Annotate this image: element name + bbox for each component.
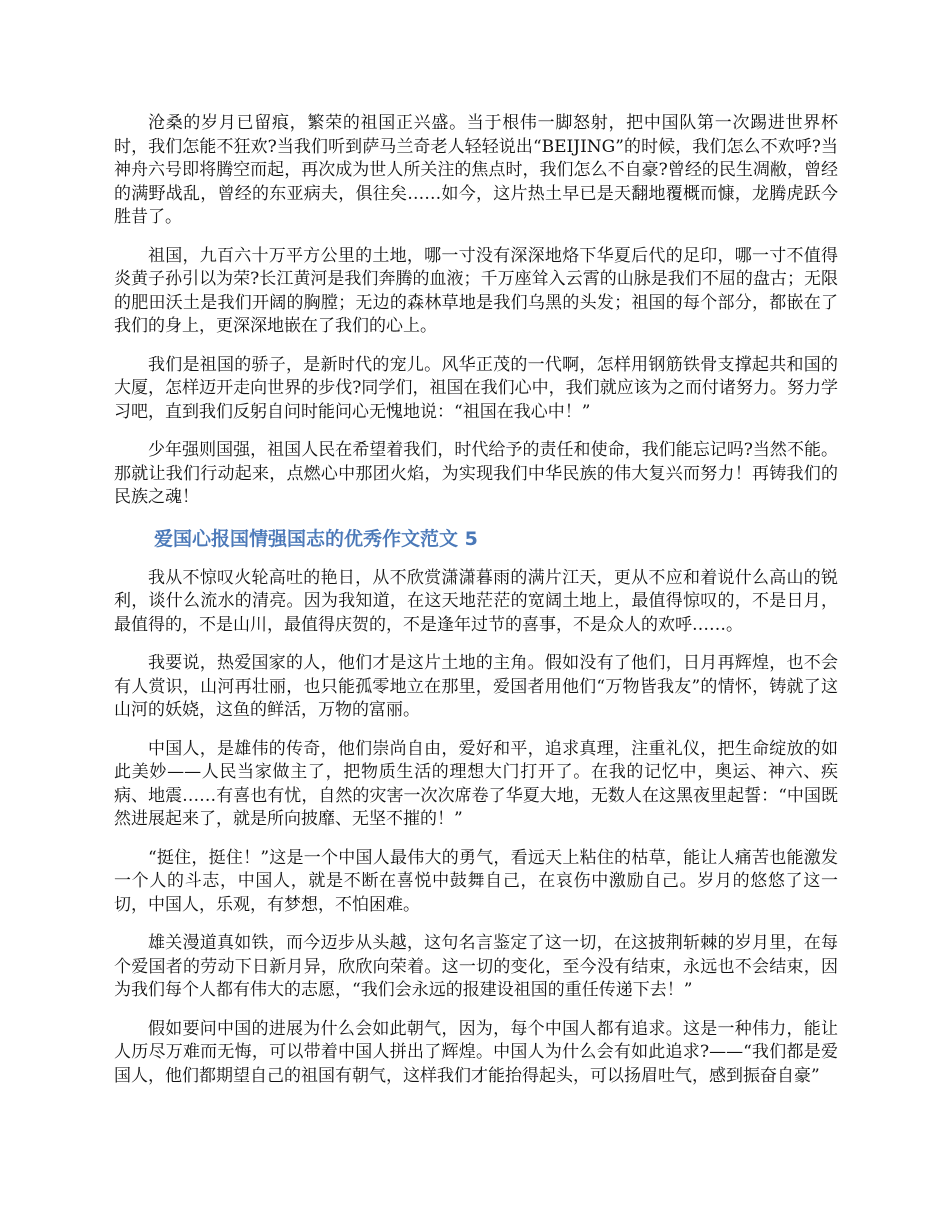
paragraph-5: 我从不惊叹火轮高吐的艳日，从不欣赏潇潇暮雨的满片江天，更从不应和着说什么高山的锐利，谈什么流水的清亮。因为我知道，在这天地茫茫的宽阔土地上，最值得惊叹的，不是日月，最值得的，不是山川，最值得庆贺的，不是逢年过节的喜事，不是众人的欢呼……。	[114, 567, 838, 635]
paragraph-6: 我要说，热爱国家的人，他们才是这片土地的主角。假如没有了他们，日月再辉煌，也不会有人赏识，山河再壮丽，也只能孤零地立在那里，爱国者用他们“万物皆我友”的情怀，铸就了这山河的妖娆，这鱼的鲜活，万物的富丽。	[114, 653, 838, 720]
paragraph-8: “挺住，挺住！”这是一个中国人最伟大的勇气，看远天上粘住的枯草，能让人痛苦也能激发一个人的斗志，中国人，就是不断在喜悦中鼓舞自己，在哀伤中激励自己。岁月的悠悠了这一切，中国人，乐观，有梦想，不怕困难。	[114, 847, 838, 915]
paragraph-4: 少年强则国强，祖国人民在希望着我们，时代给予的责任和使命，我们能忘记吗?当然不能。那就让我们行动起来，点燃心中那团火焰，为实现我们中华民族的伟大复兴而努力！再铸我们的民族之魂！	[114, 440, 838, 507]
paragraph-9: 雄关漫道真如铁，而今迈步从头越，这句名言鉴定了这一切，在这披荆斩棘的岁月里，在每个爱国者的劳动下日新月异，欣欣向荣着。这一切的变化，至今没有结束，永远也不会结束，因为我们每个人都有伟大的志愿，“我们会永远的报建设祖国的重任传递下去！”	[114, 933, 838, 1000]
section-heading: 爱国心报国情强国志的优秀作文范文 5	[154, 527, 478, 550]
paragraph-1: 沧桑的岁月已留痕，繁荣的祖国正兴盛。当于根伟一脚怒射，把中国队第一次踢进世界杯时，我们怎能不狂欢?当我们听到萨马兰奇老人轻轻说出“BEIJING”的时候，我们怎么不欢呼?当神舟六号即将腾空而起，再次成为世人所关注的焦点时，我们怎么不自豪?曾经的民生凋敝，曾经的满野战乱，曾经的东亚病夫，俱往矣……如今，这片热土早已是天翻地覆概而慷，龙腾虎跃今胜昔了。	[114, 113, 838, 227]
paragraph-3: 我们是祖国的骄子，是新时代的宠儿。风华正茂的一代啊，怎样用钢筋铁骨支撑起共和国的大厦，怎样迈开走向世界的步伐?同学们，祖国在我们心中，我们就应该为之而付诸努力。努力学习吧，直到我们反躬自问时能问心无愧地说：“祖国在我心中！”	[114, 354, 838, 422]
document-page	[114, 112, 838, 1103]
paragraph-7: 中国人，是雄伟的传奇，他们崇尚自由，爱好和平，追求真理，注重礼仪，把生命绽放的如此美妙——人民当家做主了，把物质生活的理想大门打开了。在我的记忆中，奥运、神六、疾病、地震……有喜也有忧，自然的灾害一次次席卷了华夏大地，无数人在这黑夜里起誓：“中国既然进展起来了，就是所向披靡、无坚不摧的！”	[114, 738, 838, 829]
paragraph-10: 假如要问中国的进展为什么会如此朝气，因为，每个中国人都有追求。这是一种伟力，能让人历尽万难而无悔，可以带着中国人拼出了辉煌。中国人为什么会有如此追求?——“我们都是爱国人，他们都期望自己的祖国有朝气，这样我们才能抬得起头，可以扬眉吐气，感到振奋自豪”	[114, 1018, 838, 1086]
paragraph-2: 祖国，九百六十万平方公里的土地，哪一寸没有深深地烙下华夏后代的足印，哪一寸不值得炎黄子孙引以为荣?长江黄河是我们奔腾的血液；千万座耸入云霄的山脉是我们不屈的盘古；无限的肥田沃土是我们开阔的胸膛；无边的森林草地是我们乌黑的头发；祖国的每个部分，都嵌在了我们的身上，更深深地嵌在了我们的心上。	[114, 245, 838, 336]
